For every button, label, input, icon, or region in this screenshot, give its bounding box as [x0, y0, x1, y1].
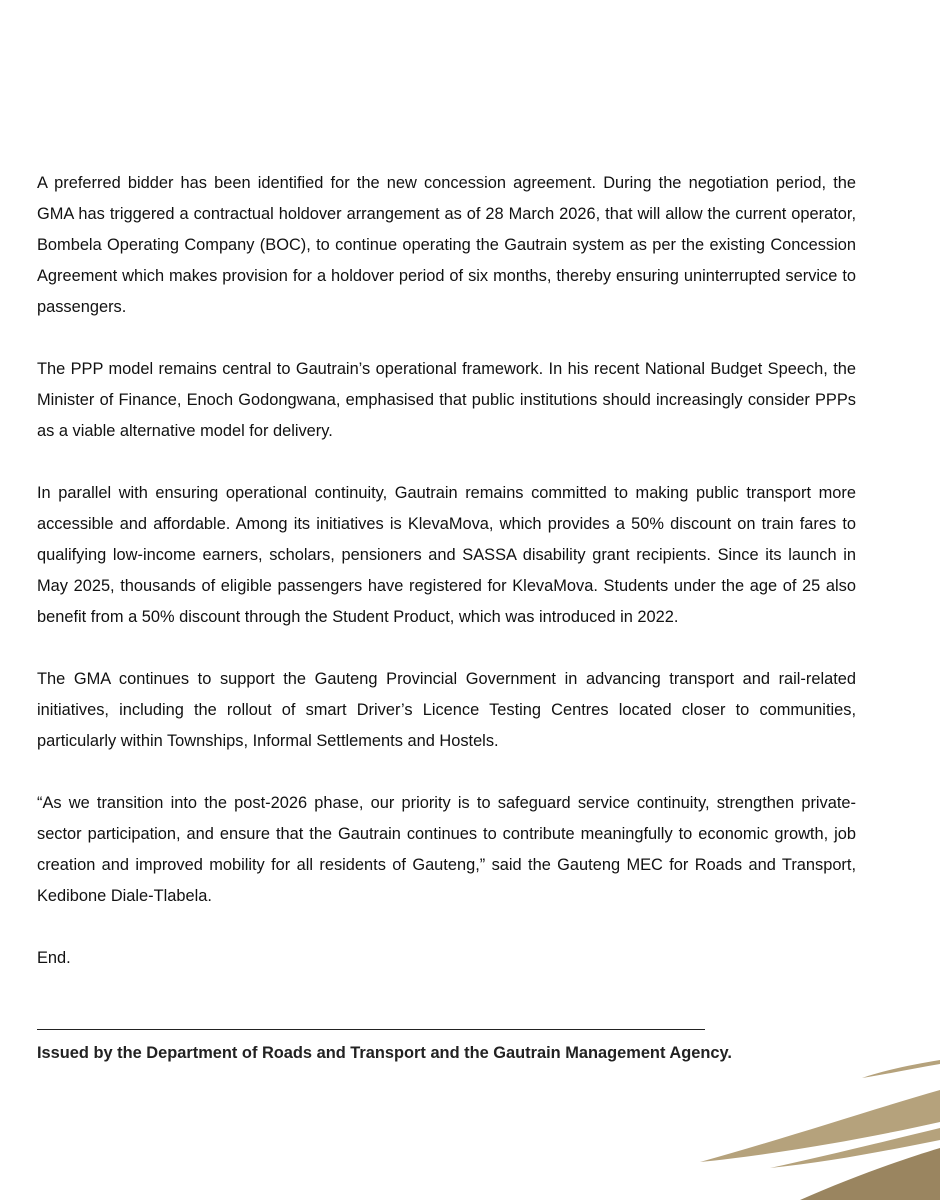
- paragraph-klevamova: In parallel with ensuring operational continuity, Gautrain remains committed to making public transport more accessible and affordable. Among its initiatives is KlevaMova, which provides a 50% discount on train fares to qualifying low-income earners, scholars, pensioners and SASSA disability grant recipients. Since its launch in May 2025, thousands of eligible passengers have registered for KlevaMova. Students under the age of 25 also benefit from a 50% discount through the Student Product, which was introduced in 2022.: [37, 484, 856, 626]
- paragraph-mec-quote: “As we transition into the post-2026 phase, our priority is to safeguard service continuity, strengthen private-sector participation, and ensure that the Gautrain continues to contribute meaningfully to economic growth, job creation and improved mobility for all residents of Gauteng,” said the Gauteng MEC for Roads and Transport, Kedibone Diale-Tlabela.: [37, 794, 856, 905]
- end-marker: End.: [37, 949, 71, 967]
- document-text: [37, 168, 856, 974]
- paragraph-holdover-arrangement: A preferred bidder has been identified for the new concession agreement. During the negotiation period, the GMA has triggered a contractual holdover arrangement as of 28 March 2026, that will allow the current operator, Bombela Operating Company (BOC), to continue operating the Gautrain system as per the existing Concession Agreement which makes provision for a holdover period of six months, thereby ensuring uninterrupted service to passengers.: [37, 174, 856, 316]
- paragraph-ppp-model: The PPP model remains central to Gautrain’s operational framework. In his recent National Budget Speech, the Minister of Finance, Enoch Godongwana, emphasised that public institutions should increasingly consider PPPs as a viable alternative model for delivery.: [37, 360, 856, 440]
- signature-divider: [37, 1029, 705, 1030]
- paragraph-provincial-support: The GMA continues to support the Gauteng Provincial Government in advancing transport and rail-related initiatives, including the rollout of smart Driver’s Licence Testing Centres located closer to communities, particularly within Townships, Informal Settlements and Hostels.: [37, 670, 856, 750]
- swoosh-stroke-wide: [700, 1090, 940, 1162]
- swoosh-stroke-middle: [770, 1128, 940, 1168]
- swoosh-stroke-lower: [800, 1148, 940, 1200]
- issued-by-statement: Issued by the Department of Roads and Transport and the Gautrain Management Agency.: [37, 1044, 732, 1062]
